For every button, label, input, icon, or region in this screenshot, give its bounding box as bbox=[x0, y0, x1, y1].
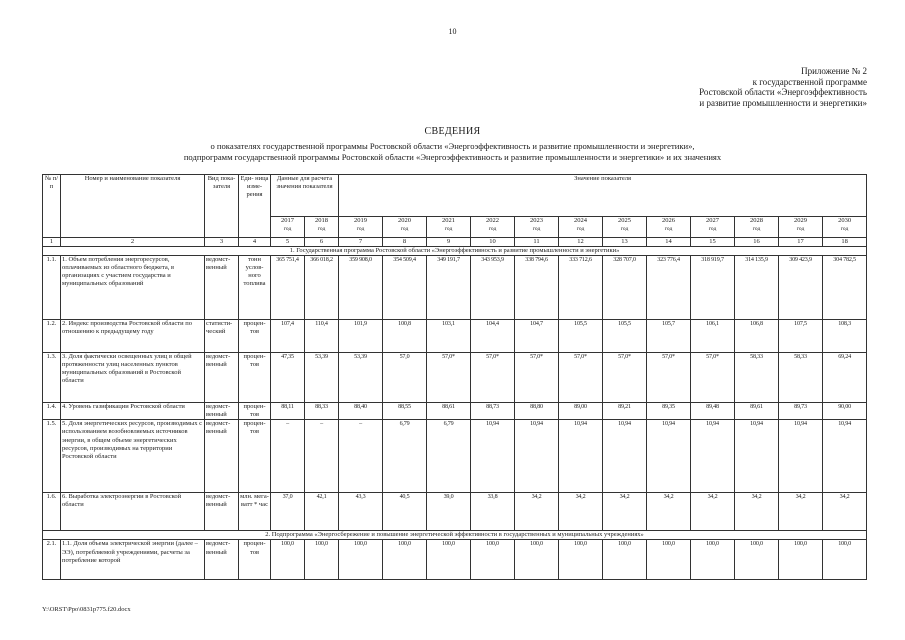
row-value: 100,0 bbox=[339, 540, 383, 580]
table-row bbox=[43, 540, 867, 580]
column-number: 10 bbox=[471, 238, 515, 247]
row-value: 100,0 bbox=[603, 540, 647, 580]
row-num: 1.5. bbox=[43, 420, 61, 493]
row-value: 323 776,4 bbox=[647, 256, 691, 320]
header-unit: Еди- ница изме- рения bbox=[239, 175, 271, 238]
row-value: 10,94 bbox=[779, 420, 823, 493]
column-number: 18 bbox=[823, 238, 867, 247]
row-kind: ведомст- венный bbox=[205, 256, 239, 320]
row-value: 105,7 bbox=[647, 320, 691, 353]
column-number: 3 bbox=[205, 238, 239, 247]
row-kind: статисти- ческий bbox=[205, 320, 239, 353]
row-value: 105,5 bbox=[603, 320, 647, 353]
row-value: 34,2 bbox=[559, 493, 603, 531]
row-kind: ведомст- венный bbox=[205, 403, 239, 420]
table-row bbox=[43, 320, 867, 353]
column-number: 2 bbox=[61, 238, 205, 247]
year-label: 2019 bbox=[354, 217, 368, 224]
header-num: № п/п bbox=[43, 175, 61, 238]
row-value: 57,0* bbox=[471, 353, 515, 403]
row-value: 6,79 bbox=[383, 420, 427, 493]
column-number: 9 bbox=[427, 238, 471, 247]
row-num: 1.4. bbox=[43, 403, 61, 420]
row-unit: млн. мега- ватт * час bbox=[239, 493, 271, 531]
year-label: 2030 bbox=[838, 217, 852, 224]
row-name: 3. Доля фактически освещенных улиц в общей протяженности улиц населенных пунктов муниципальных образований в Ростовской области bbox=[61, 353, 205, 403]
row-name: 5. Доля энергетических ресурсов, производимых с использованием возобновляемых источников энергии, в общем объеме энергетических ресурсов, производимых на территории Ростовской области bbox=[61, 420, 205, 493]
row-value: 34,2 bbox=[735, 493, 779, 531]
table-row bbox=[43, 420, 867, 493]
row-value: 89,00 bbox=[559, 403, 603, 420]
row-value: 100,0 bbox=[779, 540, 823, 580]
row-value: 34,2 bbox=[691, 493, 735, 531]
page-number: 10 bbox=[448, 27, 457, 36]
column-number: 15 bbox=[691, 238, 735, 247]
row-num: 1.2. bbox=[43, 320, 61, 353]
row-unit: процен- тов bbox=[239, 353, 271, 403]
row-value: 10,94 bbox=[559, 420, 603, 493]
row-unit: процен- тов bbox=[239, 403, 271, 420]
row-num: 1.6. bbox=[43, 493, 61, 531]
row-value: 43,3 bbox=[339, 493, 383, 531]
row-name: 1.1. Доля объема электрической энергии (далее – ЭЭ), потребляемой учреждениями, расчеты за потребление которой bbox=[61, 540, 205, 580]
row-value: 10,94 bbox=[735, 420, 779, 493]
row-unit: процен- тов bbox=[239, 420, 271, 493]
year-suffix: год bbox=[532, 226, 541, 233]
row-value: 338 794,6 bbox=[515, 256, 559, 320]
row-value: 88,11 bbox=[271, 403, 305, 420]
header-year bbox=[603, 217, 647, 238]
header-base: Данные для расчета значения показателя bbox=[271, 175, 339, 217]
column-number: 11 bbox=[515, 238, 559, 247]
row-kind: ведомст- венный bbox=[205, 493, 239, 531]
row-value: 10,94 bbox=[823, 420, 867, 493]
row-value: 88,33 bbox=[305, 403, 339, 420]
row-value: 100,0 bbox=[691, 540, 735, 580]
year-label: 2017 bbox=[281, 217, 294, 224]
row-value: 10,94 bbox=[471, 420, 515, 493]
row-value: 104,4 bbox=[471, 320, 515, 353]
row-value: – bbox=[271, 420, 305, 493]
section-header: 1. Государственная программа Ростовской области «Энергоэффективность и развитие промышленности и энергетики» bbox=[43, 247, 867, 256]
row-value: 37,0 bbox=[271, 493, 305, 531]
year-suffix: год bbox=[488, 226, 497, 233]
row-value: 89,35 bbox=[647, 403, 691, 420]
row-value: 103,1 bbox=[427, 320, 471, 353]
appendix-line: Приложение № 2 bbox=[801, 66, 867, 76]
row-value: 89,61 bbox=[735, 403, 779, 420]
row-value: 69,24 bbox=[823, 353, 867, 403]
row-kind: ведомст- венный bbox=[205, 353, 239, 403]
row-value: 328 707,0 bbox=[603, 256, 647, 320]
row-num: 2.1. bbox=[43, 540, 61, 580]
row-value: 88,55 bbox=[383, 403, 427, 420]
row-value: 89,48 bbox=[691, 403, 735, 420]
row-value: 34,2 bbox=[823, 493, 867, 531]
row-value: 107,5 bbox=[779, 320, 823, 353]
year-suffix: год bbox=[796, 226, 805, 233]
appendix-line: Ростовской области «Энергоэффективность bbox=[699, 87, 867, 97]
header-year bbox=[471, 217, 515, 238]
row-value: 88,61 bbox=[427, 403, 471, 420]
indicators-table bbox=[42, 174, 867, 580]
subtitle-line: подпрограмм государственной программы Ростовской области «Энергоэффективность и развитие промышленности и энергетики» и их значениях bbox=[183, 152, 722, 162]
header-year bbox=[515, 217, 559, 238]
row-value: 349 191,7 bbox=[427, 256, 471, 320]
header-year bbox=[339, 217, 383, 238]
row-value: 314 135,9 bbox=[735, 256, 779, 320]
year-suffix: год bbox=[356, 226, 365, 233]
row-value: 10,94 bbox=[691, 420, 735, 493]
row-value: 89,73 bbox=[779, 403, 823, 420]
row-value: 57,0* bbox=[691, 353, 735, 403]
row-value: 366 018,2 bbox=[305, 256, 339, 320]
row-value: 106,1 bbox=[691, 320, 735, 353]
year-label: 2018 bbox=[315, 217, 328, 224]
column-number: 5 bbox=[271, 238, 305, 247]
row-value: 100,0 bbox=[515, 540, 559, 580]
row-value: 318 919,7 bbox=[691, 256, 735, 320]
row-value: 10,94 bbox=[515, 420, 559, 493]
row-value: 34,2 bbox=[779, 493, 823, 531]
row-value: 343 953,9 bbox=[471, 256, 515, 320]
year-suffix: год bbox=[444, 226, 453, 233]
row-value: 100,0 bbox=[271, 540, 305, 580]
table-row bbox=[43, 256, 867, 320]
year-label: 2025 bbox=[618, 217, 632, 224]
row-kind: ведомст- венный bbox=[205, 420, 239, 493]
row-name: 6. Выработка электроэнергии в Ростовской области bbox=[61, 493, 205, 531]
column-number: 8 bbox=[383, 238, 427, 247]
row-value: 57,0* bbox=[647, 353, 691, 403]
row-value: 365 751,4 bbox=[271, 256, 305, 320]
year-suffix: год bbox=[620, 226, 629, 233]
header-year bbox=[271, 217, 305, 238]
header-year bbox=[559, 217, 603, 238]
year-label: 2026 bbox=[662, 217, 676, 224]
year-label: 2020 bbox=[398, 217, 412, 224]
row-value: – bbox=[339, 420, 383, 493]
row-value: 100,0 bbox=[823, 540, 867, 580]
row-value: 304 782,5 bbox=[823, 256, 867, 320]
row-unit: процен- тов bbox=[239, 540, 271, 580]
row-value: 10,94 bbox=[647, 420, 691, 493]
year-label: 2023 bbox=[530, 217, 544, 224]
row-value: 33,8 bbox=[471, 493, 515, 531]
row-value: 34,2 bbox=[603, 493, 647, 531]
row-unit: процен- тов bbox=[239, 320, 271, 353]
row-value: 57,0* bbox=[427, 353, 471, 403]
table-row bbox=[43, 493, 867, 531]
row-value: 88,40 bbox=[339, 403, 383, 420]
column-number: 12 bbox=[559, 238, 603, 247]
row-value: 100,0 bbox=[427, 540, 471, 580]
column-number: 6 bbox=[305, 238, 339, 247]
row-value: 6,79 bbox=[427, 420, 471, 493]
column-number: 7 bbox=[339, 238, 383, 247]
column-number: 16 bbox=[735, 238, 779, 247]
header-year bbox=[779, 217, 823, 238]
row-value: 57,0* bbox=[603, 353, 647, 403]
year-label: 2022 bbox=[486, 217, 500, 224]
row-value: 110,4 bbox=[305, 320, 339, 353]
year-suffix: год bbox=[840, 226, 849, 233]
table-row bbox=[43, 403, 867, 420]
row-value: 40,5 bbox=[383, 493, 427, 531]
column-number: 13 bbox=[603, 238, 647, 247]
row-value: 106,8 bbox=[735, 320, 779, 353]
header-year bbox=[691, 217, 735, 238]
column-number: 1 bbox=[43, 238, 61, 247]
row-value: 53,39 bbox=[305, 353, 339, 403]
row-value: 88,80 bbox=[515, 403, 559, 420]
row-value: 57,0 bbox=[383, 353, 427, 403]
row-value: 58,33 bbox=[779, 353, 823, 403]
column-number: 4 bbox=[239, 238, 271, 247]
row-value: 34,2 bbox=[647, 493, 691, 531]
row-value: 107,4 bbox=[271, 320, 305, 353]
subtitle-line: о показателях государственной программы Ростовской области «Энергоэффективность и развитие промышленности и энергетики», bbox=[210, 141, 695, 151]
table-row bbox=[43, 353, 867, 403]
row-value: 354 509,4 bbox=[383, 256, 427, 320]
section-header: 2. Подпрограмма «Энергосбережение и повышение энергетической эффективности в государственных и муниципальных учреждениях» bbox=[43, 531, 867, 540]
row-num: 1.1. bbox=[43, 256, 61, 320]
row-value: 100,8 bbox=[383, 320, 427, 353]
row-name: 2. Индекс производства Ростовской области по отношению к предыдущему году bbox=[61, 320, 205, 353]
row-num: 1.3. bbox=[43, 353, 61, 403]
year-label: 2024 bbox=[574, 217, 588, 224]
header-name: Номер и наименование показателя bbox=[61, 175, 205, 238]
row-value: 47,35 bbox=[271, 353, 305, 403]
year-suffix: год bbox=[752, 226, 761, 233]
row-value: 90,00 bbox=[823, 403, 867, 420]
header-year bbox=[383, 217, 427, 238]
row-value: 100,0 bbox=[735, 540, 779, 580]
row-value: 100,0 bbox=[559, 540, 603, 580]
year-suffix: год bbox=[400, 226, 409, 233]
year-suffix: год bbox=[317, 226, 326, 233]
row-value: 58,33 bbox=[735, 353, 779, 403]
year-label: 2028 bbox=[750, 217, 764, 224]
row-value: 100,0 bbox=[471, 540, 515, 580]
row-value: 101,9 bbox=[339, 320, 383, 353]
year-suffix: год bbox=[283, 226, 292, 233]
year-label: 2029 bbox=[794, 217, 808, 224]
document-title: СВЕДЕНИЯ bbox=[424, 126, 481, 137]
year-label: 2021 bbox=[442, 217, 456, 224]
row-value: 100,0 bbox=[305, 540, 339, 580]
row-value: 89,21 bbox=[603, 403, 647, 420]
document-subtitle bbox=[0, 141, 905, 163]
header-kind: Вид пока- зателя bbox=[205, 175, 239, 238]
header-year bbox=[647, 217, 691, 238]
appendix-line: к государственной программе bbox=[752, 76, 867, 87]
row-value: 309 423,9 bbox=[779, 256, 823, 320]
appendix-line: и развитие промышленности и энергетики» bbox=[699, 97, 867, 108]
row-value: 333 712,6 bbox=[559, 256, 603, 320]
row-name: 4. Уровень газификации Ростовской области bbox=[61, 403, 205, 420]
row-unit: тонн услов- ного топлива bbox=[239, 256, 271, 320]
row-value: 100,0 bbox=[383, 540, 427, 580]
row-name: 1. Объем потребления энергоресурсов, оплачиваемых из областного бюджета, в организациях с участием государства и муниципальных образований bbox=[61, 256, 205, 320]
row-value: 57,0* bbox=[559, 353, 603, 403]
row-value: 104,7 bbox=[515, 320, 559, 353]
row-value: 359 908,0 bbox=[339, 256, 383, 320]
header-year bbox=[823, 217, 867, 238]
year-label: 2027 bbox=[706, 217, 720, 224]
file-path: Y:\ORST\Ppo\0831p775.f20.docx bbox=[42, 606, 131, 613]
row-kind: ведомст- венный bbox=[205, 540, 239, 580]
row-value: 88,73 bbox=[471, 403, 515, 420]
row-value: 42,1 bbox=[305, 493, 339, 531]
column-number: 17 bbox=[779, 238, 823, 247]
row-value: 10,94 bbox=[603, 420, 647, 493]
year-suffix: год bbox=[576, 226, 585, 233]
row-value: – bbox=[305, 420, 339, 493]
row-value: 108,3 bbox=[823, 320, 867, 353]
row-value: 39,0 bbox=[427, 493, 471, 531]
year-suffix: год bbox=[708, 226, 717, 233]
header-year bbox=[735, 217, 779, 238]
row-value: 105,5 bbox=[559, 320, 603, 353]
header-values: Значение показателя bbox=[339, 175, 867, 217]
appendix-block bbox=[699, 66, 867, 108]
row-value: 100,0 bbox=[647, 540, 691, 580]
header-year bbox=[305, 217, 339, 238]
year-suffix: год bbox=[664, 226, 673, 233]
row-value: 57,0* bbox=[515, 353, 559, 403]
row-value: 53,39 bbox=[339, 353, 383, 403]
header-year bbox=[427, 217, 471, 238]
column-number: 14 bbox=[647, 238, 691, 247]
row-value: 34,2 bbox=[515, 493, 559, 531]
